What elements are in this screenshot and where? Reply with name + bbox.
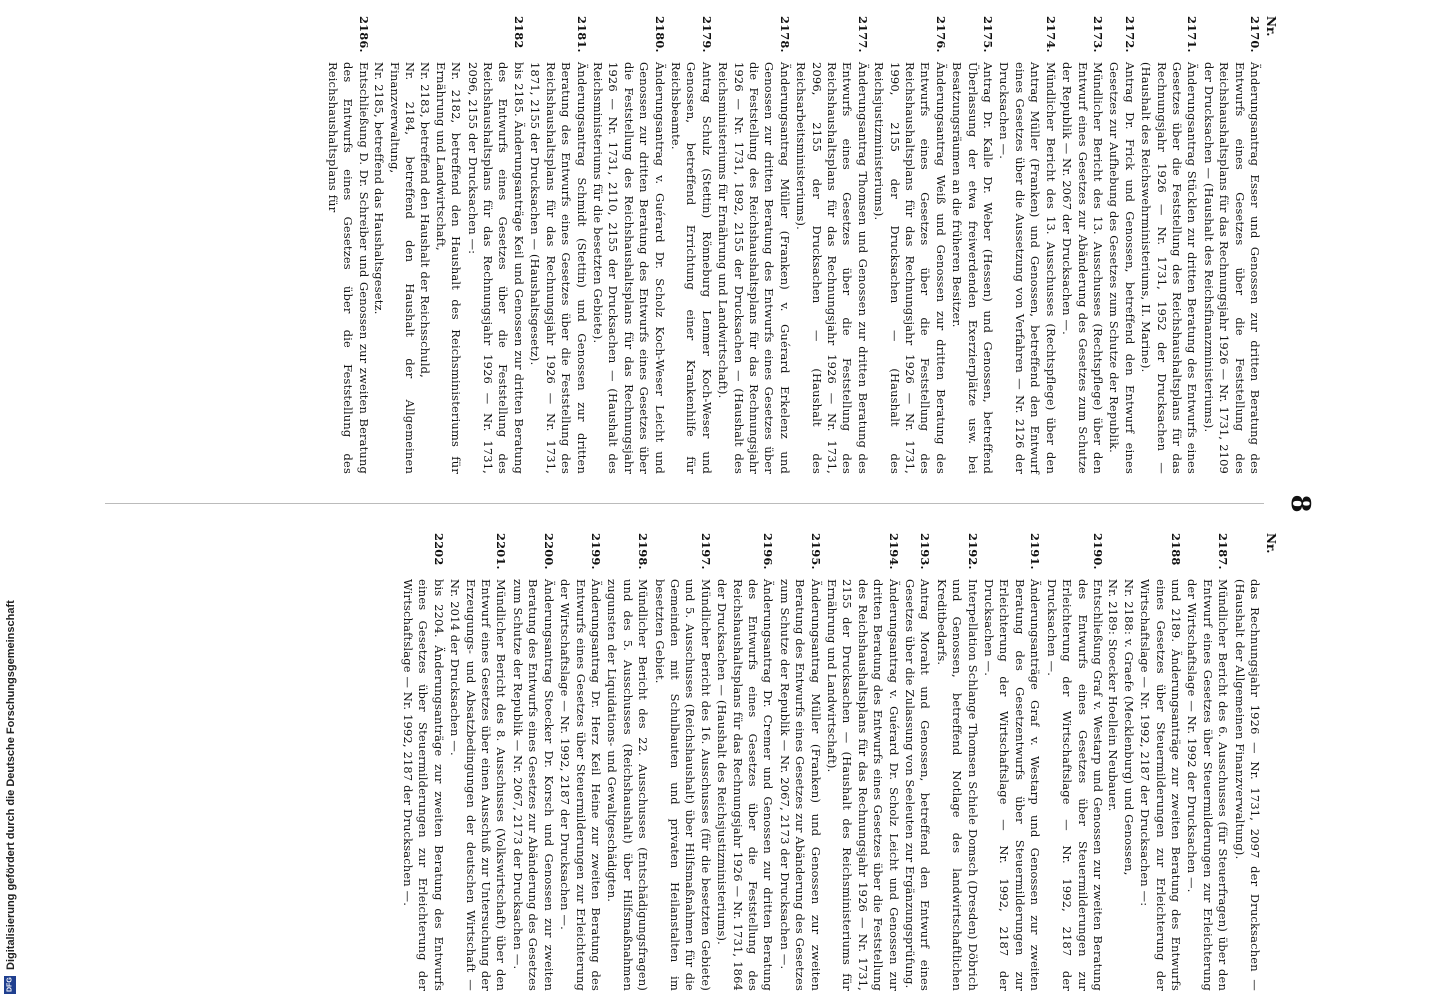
document-entry <box>1059 16 1105 474</box>
document-entry <box>590 16 667 474</box>
entry-text: Antrag Schulz (Stettin) Rönneburg Lenmer Koch-Weser und Genossen, betreffend Errichtung einer Krankenhilfe für Reichsbeamte. <box>668 62 714 474</box>
entry-number: 2170. <box>1248 16 1262 53</box>
entry-number: 2182 <box>511 16 526 49</box>
entry-text: Mündlicher Bericht des 13. Ausschusses (Rechtspflege) über den Antrag Müller (Franken) und Genossen, betreffend den Entwurf eines Gesetzes über die Aussetzung von Verfahren — Nr. 2126 der Drucksachen —. <box>997 62 1058 474</box>
entry-text: Änderungsantrag v. Guérard Dr. Scholz Leicht und Genossen zur dritten Beratung des Entwurfs eines Gesetzes über die Feststellung des Reichshaushaltsplans für das Rechnungsjahr 1926 — Nr. 1731, 2155 der Drucksachen — (Haushalt des Reichsministeriums für Ernährung und Landwirtschaft). <box>825 579 901 991</box>
document-entry <box>1138 16 1200 474</box>
entry-number: 2172. <box>1122 16 1137 53</box>
document-entry <box>981 533 1043 991</box>
document-entry <box>793 16 870 474</box>
document-entry <box>668 16 714 474</box>
entry-text: bis 2185. Änderungsanträge Keil und Genossen zur dritten Beratung des Entwurfs eines Gesetzes über die Feststellung des Reichshaushaltsplans für das Rechnungsjahr 1926 — Nr. 1731, 2096, 2155 der Drucksachen —: <box>465 62 526 474</box>
document-entry <box>604 533 650 991</box>
entry-number: 2195. <box>808 533 823 570</box>
entry-text: Interpellation Schlange Thomsen Schiele Domsch (Dresden) Döbrich und Genossen, betreffend Notlage des landwirtschaftlichen Kreditbedarfs. <box>934 579 980 991</box>
document-entry <box>400 533 446 991</box>
document-entry <box>557 533 603 991</box>
sub-entry: Nr. 2183, betreffend den Haushalt der Reichsschuld, <box>418 62 433 378</box>
entry-number: 2180. <box>652 16 667 53</box>
entry-number: 2178. <box>777 16 792 53</box>
sub-entry: Nr. 2188: v. Graefe (Mecklenburg) und Genossen, <box>1121 579 1136 876</box>
document-entry <box>651 533 713 991</box>
entry-text: und 2189. Änderungsanträge zur zweiten Beratung des Entwurfs eines Gesetzes über Steuermilderungen zur Erleichterung der Wirtschaftslage — Nr. 1992, 2187 der Drucksachen —: <box>1138 579 1183 991</box>
entry-text: das Rechnungsjahr 1926 — Nr. 1731, 2097 der Drucksachen — (Haushalt der Allgemeinen Finanzverwaltung). <box>1232 579 1262 991</box>
left-column <box>324 16 1262 474</box>
entry-number: 2192. <box>965 533 980 570</box>
entry-number: 2177. <box>855 16 870 53</box>
document-entry <box>871 16 948 474</box>
entry-number: 2174. <box>1043 16 1058 53</box>
entry-text: Änderungsantrag Stoecker Dr. Korsch und Genossen zur zweiten Beratung des Entwurfs eines Gesetzes zur Abänderung des Gesetzes zum Schutze der Republik — Nr. 2067, 2173 der Drucksachen —. <box>510 579 556 991</box>
entry-number: 2202 <box>431 533 446 566</box>
entry-number: 2199. <box>588 533 603 570</box>
entry-text: Änderungsantrag Thomsen und Genossen zur dritten Beratung des Entwurfs eines Gesetzes über die Feststellung des Reichshaushaltsplans für das Rechnungsjahr 1926 — Nr. 1731, 2096, 2155 der Drucksachen — (Haushalt des Reichsarbeitsministeriums). <box>794 62 870 474</box>
entry-text: Änderungsantrag Dr. Cremer und Genossen zur dritten Beratung des Entwurfs eines Gesetzes über die Feststellung des Reichshaushaltsplans für das Rechnungsjahr 1926 — Nr. 1731, 1864 der Drucksachen — (Haushalt des Reichsjustizministeriums). <box>715 579 776 991</box>
document-entry <box>527 16 589 474</box>
entry-text: Antrag Moraht und Genossen, betreffend den Entwurf eines Gesetzes über die Zulassung von Seeleuten zur Ergänzungsprüfung. <box>903 579 933 991</box>
document-entry <box>447 533 509 991</box>
entry-text: Mündlicher Bericht des 16. Ausschusses (für die besetzten Gebiete) und 5. Ausschusses (Reichshaushalt) über Hilfsmaßnahmen für die Gemeinden mit Schulbauten und privaten Heilanstalten im besetzten Gebiet. <box>652 579 713 991</box>
sub-entry: Nr. 2189: Stoecker Hoellein Neubauer. <box>1106 579 1121 812</box>
entry-number: 2201. <box>494 533 509 570</box>
entry-text: Antrag Dr. Frick und Genossen, betreffend den Entwurf eines Gesetzes zur Aufhebung des Gesetzes zum Schutze der Republik. <box>1107 62 1137 474</box>
document-entry <box>1200 16 1262 474</box>
entry-text: bis 2204. Änderungsanträge zur zweiten Beratung des Entwurfs eines Gesetzes über Steuermilderungen zur Erleichterung der Wirtschaftslage — Nr. 1992, 2187 der Drucksachen —. <box>401 579 446 991</box>
entry-number: 2191. <box>1028 533 1043 570</box>
entry-number: 2181. <box>574 16 589 53</box>
entry-text: Mündlicher Bericht des 22. Ausschusses (Entschädigungsfragen) und des 5. Ausschusses (Reichshaushalt) über Hilfsmaßnahmen zugunsten der Liquidations- und Gewaltgeschädigten. <box>605 579 651 991</box>
entry-text: Änderungsantrag v. Guérard Dr. Scholz Koch-Weser Leicht und Genossen zur dritten Beratung des Entwurfs eines Gesetzes über die Feststellung des Reichshaushaltsplans für das Rechnungsjahr 1926 — Nr. 1731, 2110, 2155 der Drucksachen — (Haushalt des Reichsministeriums für die besetzten Gebiete). <box>590 62 667 474</box>
column-head-right: Nr. <box>1264 533 1278 554</box>
document-entry <box>1184 533 1230 991</box>
document-entry <box>1043 533 1105 991</box>
entry-text: Mündlicher Bericht des 6. Ausschusses (für Steuerfragen) über den Entwurf eines Gesetzes über Steuermilderungen zur Erleichterung der Wirtschaftslage — Nr. 1992 der Drucksachen —. <box>1185 579 1231 991</box>
entry-number: 2196. <box>761 533 776 570</box>
document-entry <box>1137 533 1183 991</box>
entry-number: 2194. <box>886 533 901 570</box>
entry-number: 2175. <box>981 16 996 53</box>
page-number: 8 <box>1285 494 1315 513</box>
entry-number: 2176. <box>933 16 948 53</box>
entry-number: 2200. <box>541 533 556 570</box>
entry-text: Mündlicher Bericht des 8. Ausschusses (Volkswirtschaft) über den Entwurf eines Gesetzes über einen Ausschuß zur Untersuchung der Erzeugungs- und Absatzbedingungen der deutschen Wirtschaft — Nr. 2014 der Drucksachen —. <box>448 579 509 991</box>
document-entry <box>510 533 556 991</box>
dfg-logo-icon: DFG <box>4 976 16 994</box>
document-entry <box>325 16 371 474</box>
entry-number: 2173. <box>1090 16 1105 53</box>
document-entry <box>996 16 1058 474</box>
entry-number: 2193. <box>918 533 933 570</box>
right-column <box>399 533 1262 991</box>
document-entry <box>464 16 526 474</box>
entry-number: 2179. <box>699 16 714 53</box>
entry-text: Änderungsantrag Esser und Genossen zur dritten Beratung des Entwurfs eines Gesetzes über die Feststellung des Reichshaushaltsplans für das Rechnungsjahr 1926 — Nr. 1731, 2109 der Drucksachen — (Haushalt des Reichsfinanzministeriums). <box>1201 62 1262 474</box>
document-entry <box>902 533 933 991</box>
sub-entry: Nr. 2185, betreffend das Haushaltsgesetz. <box>372 62 387 315</box>
entry-text: Änderungsantrag Müller (Franken) und Genossen zur zweiten Beratung des Entwurfs eines Gesetzes zur Abänderung des Gesetzes zum Schutze der Republik — Nr. 2067, 2173 der Drucksachen —. <box>777 579 823 991</box>
entry-text: Änderungsanträge Graf v. Westarp und Genossen zur zweiten Beratung des Gesetzentwurfs über Steuermilderungen zur Erleichterung der Wirtschaftslage — Nr. 1992, 2187 der Drucksachen —. <box>982 579 1043 991</box>
entry-text: Änderungsantrag Dr. Herz Keil Heine zur zweiten Beratung des Entwurfs eines Gesetzes über Steuermilderungen zur Erleichterung der Wirtschaftslage — Nr. 1992, 2187 der Drucksachen —. <box>558 579 603 991</box>
entry-number: 2188 <box>1168 533 1183 566</box>
sub-entry: Nr. 2184, betreffend den Haushalt der Allgemeinen Finanzverwaltung, <box>387 62 418 474</box>
document-entry <box>776 533 822 991</box>
column-head-left: Nr. <box>1264 16 1278 37</box>
entry-number: 2171. <box>1185 16 1200 53</box>
funding-credit: Digitalisierung gefördert durch die Deutsche Forschungsgemeinschaft <box>5 600 17 970</box>
entry-text: Änderungsantrag Schmidt (Stettin) und Genossen zur dritten Beratung des Entwurfs eines Gesetzes über die Feststellung des Reichshaushaltsplans für das Rechnungsjahr 1926 — Nr. 1731, 1871, 2155 der Drucksachen — (Haushaltsgesetz). <box>528 62 589 474</box>
document-entry <box>1231 533 1262 991</box>
entry-number: 2187. <box>1216 533 1231 570</box>
document-entry <box>949 16 995 474</box>
entry-text: Entschließung D. Dr. Schreiber und Genossen zur zweiten Beratung des Entwurfs eines Gesetzes über die Feststellung des Reichshaushaltsplans für <box>326 62 371 474</box>
document-page <box>105 16 1320 991</box>
document-entry <box>824 533 901 991</box>
entry-text: Entschließung Graf v. Westarp und Genossen zur zweiten Beratung des Entwurfs eines Gesetzes über Steuermilderungen zur Erleichterung der Wirtschaftslage — Nr. 1992, 2187 der Drucksachen —. <box>1044 579 1105 991</box>
document-entry <box>933 533 979 991</box>
column-divider <box>105 503 1264 504</box>
entry-number: 2198. <box>636 533 651 570</box>
entry-number: 2197. <box>698 533 713 570</box>
entry-text: Änderungsantrag Stücklen zur dritten Beratung des Entwurfs eines Gesetzes über die Feststellung des Reichshaushaltsplans für das Rechnungsjahr 1926 — Nr. 1731, 1952 der Drucksachen — (Haushalt des Reichswehrministeriums, II. Marine). <box>1139 62 1200 474</box>
entry-text: Änderungsantrag Müller (Franken) v. Guérard Erkelenz und Genossen zur dritten Beratung des Entwurfs eines Gesetzes über die Feststellung des Reichshaushaltsplans für das Rechnungsjahr 1926 — Nr. 1731, 1892, 2155 der Drucksachen — (Haushalt des Reichsministeriums für Ernährung und Landwirtschaft). <box>716 62 792 474</box>
entry-text: Änderungsantrag Weiß und Genossen zur dritten Beratung des Entwurfs eines Gesetzes über die Feststellung des Reichshaushaltsplans für das Rechnungsjahr 1926 — Nr. 1731, 1990, 2155 der Drucksachen — (Haushalt des Reichsjustizministeriums). <box>872 62 948 474</box>
entry-number: 2190. <box>1090 533 1105 570</box>
entry-number: 2186. <box>356 16 371 53</box>
document-entry <box>1106 16 1137 474</box>
sub-entry: Nr. 2182, betreffend den Haushalt des Reichsministeriums für Ernährung und Landwirtschaft, <box>433 62 464 474</box>
digitization-footer <box>3 0 17 1000</box>
document-entry <box>715 16 792 474</box>
document-entry <box>714 533 776 991</box>
entry-text: Mündlicher Bericht des 13. Ausschusses (Rechtspflege) über den Entwurf eines Gesetzes zur Abänderung des Gesetzes zum Schutze der Republik — Nr. 2067 der Drucksachen —. <box>1060 62 1105 474</box>
entry-text: Antrag Dr. Kalle Dr. Weber (Hessen) und Genossen, betreffend Überlassung der etwa freiwerdenden Exerzierplätze usw. bei Besatzungsräumen an die früheren Besitzer. <box>950 62 996 474</box>
